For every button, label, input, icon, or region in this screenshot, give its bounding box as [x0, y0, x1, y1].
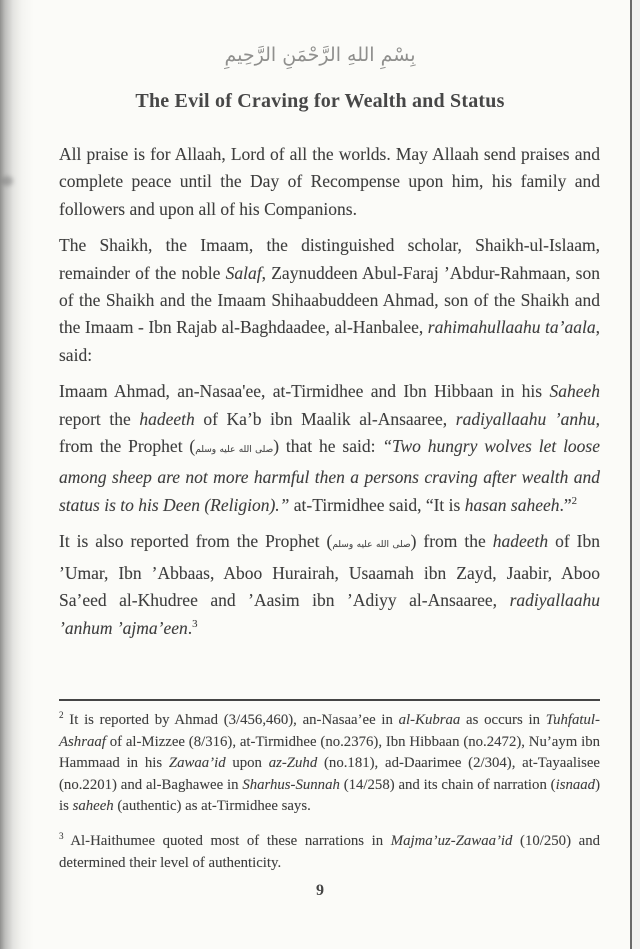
text-segment: ) is	[59, 776, 600, 815]
text-segment: saheeh	[72, 798, 114, 815]
text-segment: of Ibn ’Umar, Ibn ’Abbaas, Aboo Hurairah, Usaamah ibn Zayd, Jaabir, Aboo Sa’eed al-Khudree and ’Aasim ibn ’Adiyy al-Ansaaree,	[59, 531, 601, 611]
text-segment: (10/250) and determined their level of authenticity.	[59, 832, 600, 871]
paragraph-hadeeth-wolves	[59, 378, 600, 519]
saws-calligraphy: صلى الله عليه وسلم	[195, 445, 274, 456]
footnote-ref: 2	[59, 710, 64, 721]
page-title: The Evil of Craving for Wealth and Status	[135, 90, 505, 112]
footnote-ref: 3	[59, 831, 64, 842]
text-segment: , Zaynuddeen Abul-Faraj ’Abdur-Rahmaan, son of the Shaikh and the Imaam Shihaabuddeen Ahmad, son of the Shaikh and the Imaam - Ibn Rajab al-Baghdaadee, al-Hanbalee,	[59, 262, 600, 338]
footnote-ref: 3	[192, 617, 198, 630]
text-segment: of Ka’b ibn Maalik al-Ansaaree,	[194, 408, 456, 429]
page-number: 9	[316, 882, 324, 899]
scan-right-edge-line	[630, 0, 632, 949]
text-segment: Tuhfatul-Ashraaf	[59, 712, 600, 750]
text-segment: (14/258) and its chain of narration (	[339, 776, 556, 793]
bismillah-calligraphy: بِسْمِ اللهِ الرَّحْمَنِ الرَّحِيمِ	[224, 44, 416, 66]
text-segment: ) that he said:	[273, 436, 383, 457]
text-segment: Majma’uz-Zawaa’id	[390, 832, 513, 849]
text-segment: isnaad	[555, 776, 596, 793]
paragraph-other-narrators	[59, 528, 600, 642]
scan-smudge	[1, 176, 13, 186]
footnote-ref: 2	[571, 495, 578, 508]
text-segment: .	[187, 617, 193, 638]
text-segment: Saheeh	[549, 381, 600, 402]
text-segment: Al-Haithumee quoted most of these narrations in	[63, 832, 391, 849]
text-segment: It is reported by Ahmad (3/456,460), an-Nasaa’ee in	[63, 712, 399, 728]
text-segment: at-Tirmidhee said, “It is	[289, 494, 465, 515]
text-segment: , said:	[59, 317, 600, 365]
scan-right-margin	[631, 0, 640, 949]
paragraph-praise	[59, 141, 600, 223]
text-segment: upon	[225, 755, 269, 772]
text-segment: Sharhus-Sunnah	[242, 776, 340, 793]
text-segment: Imaam Ahmad, an-Nasaa'ee, at-Tirmidhee and Ibn Hibbaan in his	[59, 381, 550, 402]
text-segment: radiyallaahu ’anhu	[455, 408, 596, 429]
saws-calligraphy: صلى الله عليه وسلم	[332, 540, 411, 551]
text-segment: of al-Mizzee (8/316), at-Tirmidhee (no.2376), Ibn Hibbaan (no.2472), Nu’aym ibn Hammaad in his	[59, 733, 600, 772]
text-segment: hasan saheeh	[464, 494, 560, 515]
footnote-separator	[59, 699, 600, 701]
text-segment: radiyallaahu ’anhum ’ajma’een	[59, 590, 600, 638]
text-segment: “Two hungry wolves let loose among sheep are not more harmful then a persons craving after wealth and status is to his Deen (Religion).”	[59, 436, 601, 515]
text-segment: It is also reported from the Prophet (	[59, 531, 333, 552]
text-segment: hadeeth	[492, 531, 549, 552]
text-segment: , from the Prophet (	[59, 408, 600, 457]
text-segment: Zawaa’id	[168, 755, 226, 772]
text-segment: All praise is for Allaah, Lord of all the worlds. May Allaah send praises and complete peace until the Day of Recompense upon him, his family and followers and upon all of his Companions.	[59, 144, 600, 219]
text-segment: rahimahullaahu ta’aala	[427, 317, 596, 338]
body-text	[59, 141, 600, 651]
paragraph-author-intro	[59, 232, 600, 369]
text-segment: report the	[59, 408, 140, 429]
text-segment: as occurs in	[460, 712, 546, 728]
text-segment: ) from the	[410, 531, 493, 552]
text-segment: (authentic) as at-Tirmidhee says.	[113, 798, 311, 815]
text-segment: .”	[559, 494, 572, 515]
text-segment: al-Kubraa	[398, 712, 461, 728]
text-segment: Salaf	[225, 262, 262, 283]
footnotes	[59, 710, 600, 887]
text-segment: az-Zuhd	[268, 755, 318, 772]
text-segment: The Shaikh, the Imaam, the distinguished scholar, Shaikh-ul-Islaam, remainder of the noble	[59, 235, 600, 283]
scan-left-edge-shadow	[0, 0, 34, 949]
text-segment: (no.181), ad-Daarimee (2/304), at-Tayaalisee (no.2201) and al-Baghawee in	[59, 755, 600, 793]
text-segment: hadeeth	[139, 408, 195, 429]
footnote-2	[59, 710, 600, 818]
footnote-3	[59, 831, 600, 874]
